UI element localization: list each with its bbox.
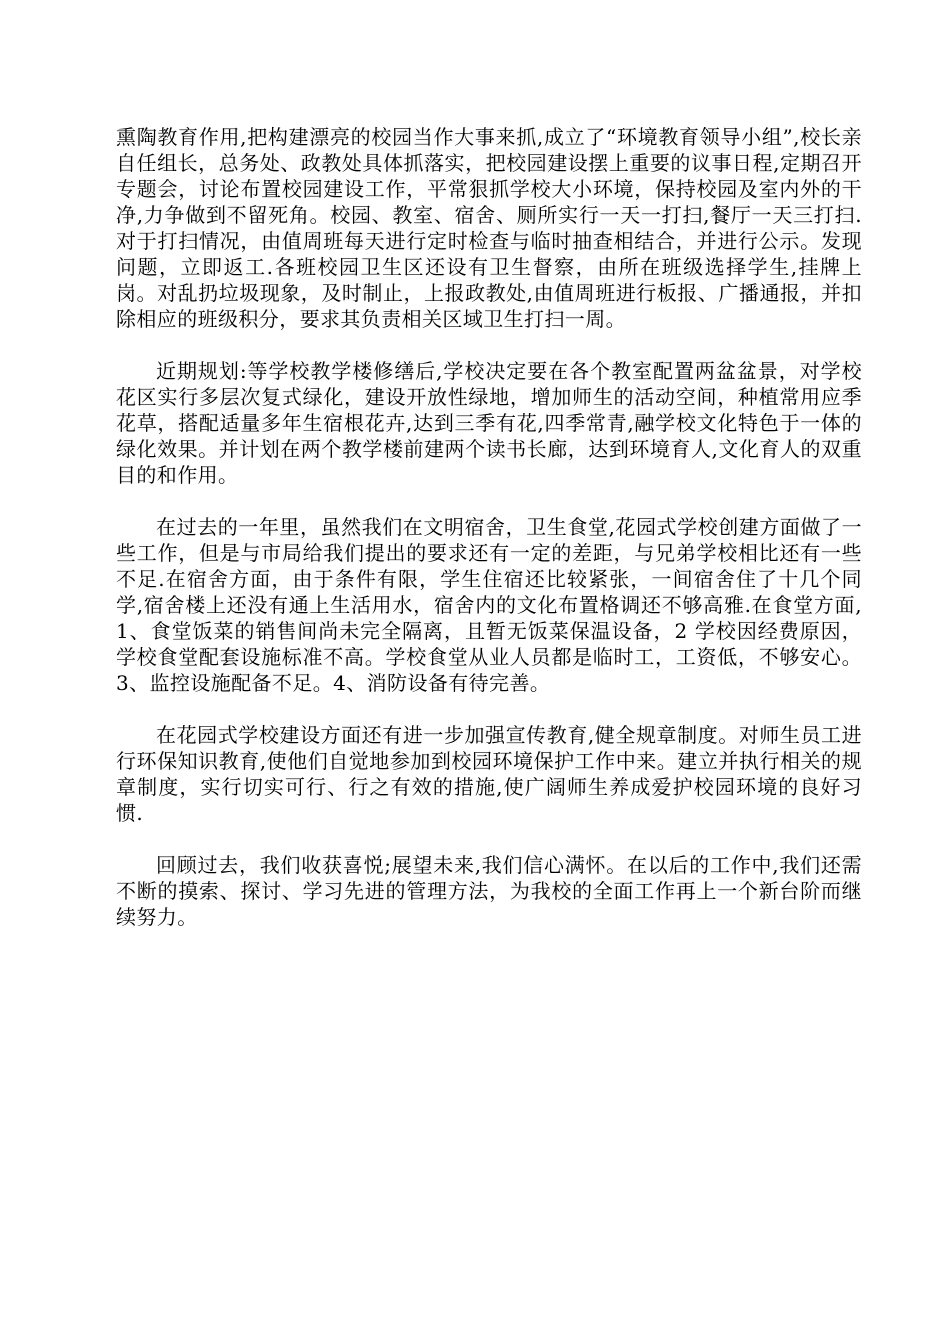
paragraph-environment-education: 熏陶教育作用,把构建漂亮的校园当作大事来抓,成立了“环境教育领导小组”,校长亲自任组长，总务处、政教处具体抓落实，把校园建设摆上重要的议事日程,定期召开专题会，讨论布置校园建设工作，平常狠抓学校大小环境，保持校园及室内外的干净,力争做到不留死角。校园、教室、宿舍、厕所实行一天一打扫,餐厅一天三打扫.对于打扫情况，由值周班每天进行定时检查与临时抽查相结合，并进行公示。发现问题，立即返工.各班校园卫生区还设有卫生督察，由所在班级选择学生,挂牌上岗。对乱扔垃圾现象，及时制止，上报政教处,由值周班进行板报、广播通报，并扣除相应的班级积分，要求其负责相关区域卫生打扫一周。 (116, 125, 862, 331)
paragraph-garden-school: 在花园式学校建设方面还有进一步加强宣传教育,健全规章制度。对师生员工进行环保知识教育,使他们自觉地参加到校园环境保护工作中来。建立并执行相关的规章制度，实行切实可行、行之有效的措施,使广阔师生养成爱护校园环境的良好习惯. (116, 723, 862, 825)
paragraph-shortcomings: 在过去的一年里，虽然我们在文明宿舍，卫生食堂,花园式学校创建方面做了一些工作，但是与市局给我们提出的要求还有一定的差距，与兄弟学校相比还有一些不足.在宿舍方面，由于条件有限，学生住宿还比较紧张，一间宿舍住了十几个同学,宿舍楼上还没有通上生活用水，宿舍内的文化布置格调还不够高雅.在食堂方面,1、食堂饭菜的销售间尚未完全隔离，且暂无饭菜保温设备，2 学校因经费原因，学校食堂配套设施标准不高。学校食堂从业人员都是临时工，工资低，不够安心。3、监控设施配备不足。4、消防设备有待完善。 (116, 515, 862, 695)
document-page (116, 124, 862, 956)
paragraph-conclusion: 回顾过去，我们收获喜悦;展望未来,我们信心满怀。在以后的工作中,我们还需不断的摸索、探讨、学习先进的管理方法，为我校的全面工作再上一个新台阶而继续努力。 (116, 853, 862, 929)
paragraph-near-term-plan: 近期规划:等学校教学楼修缮后,学校决定要在各个教室配置两盆盆景，对学校花区实行多层次复式绿化，建设开放性绿地，增加师生的活动空间，种植常用应季花草，搭配适量多年生宿根花卉,达到三季有花,四季常青,融学校文化特色于一体的绿化效果。并计划在两个教学楼前建两个读书长廊，达到环境育人,文化育人的双重目的和作用。 (116, 359, 862, 487)
